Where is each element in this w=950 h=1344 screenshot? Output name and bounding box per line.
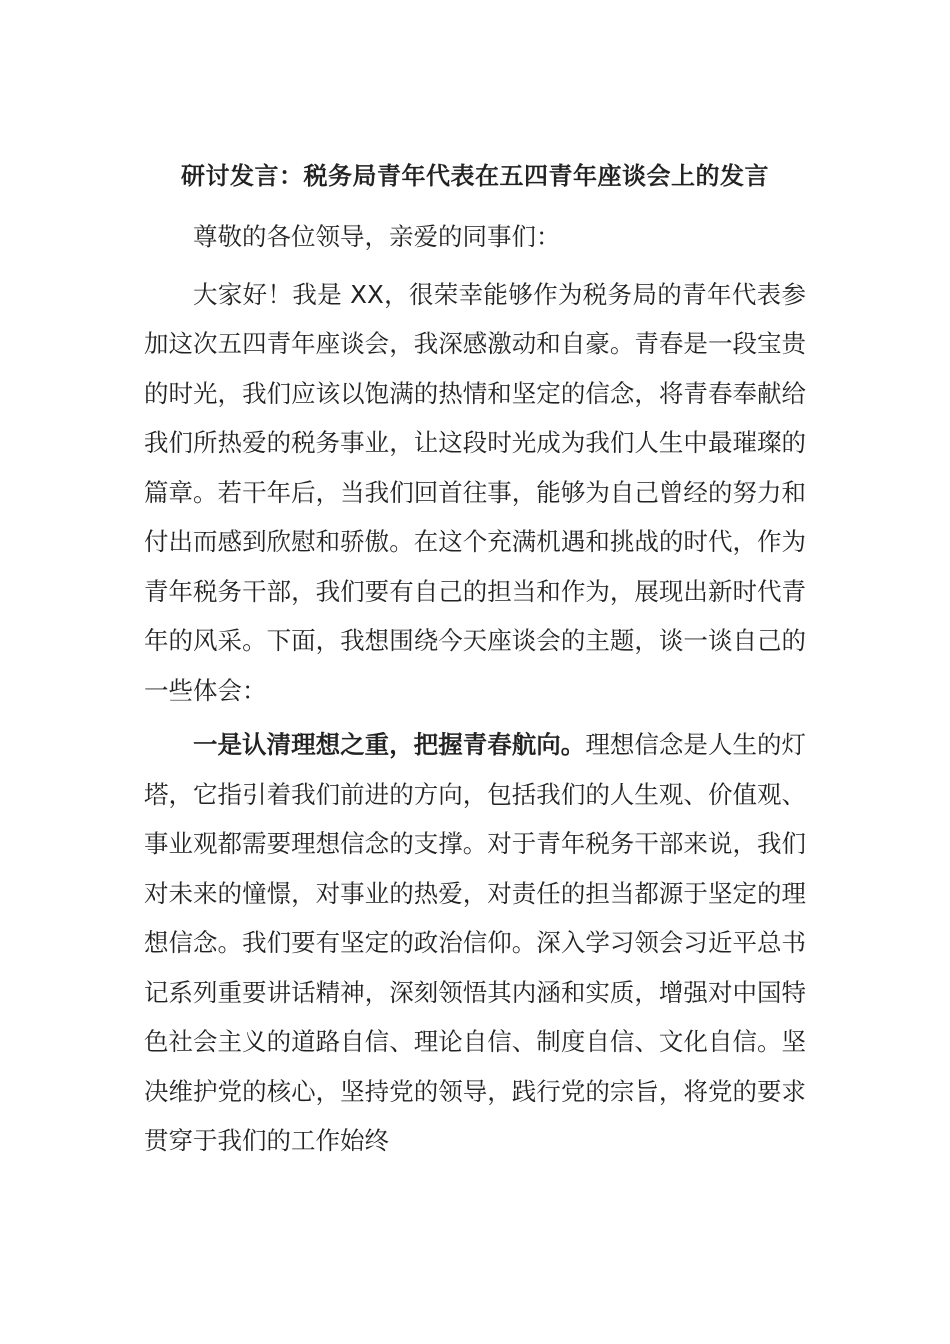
paragraph-intro: [144, 270, 806, 716]
paragraph-text: 大家好！我是 XX，很荣幸能够作为税务局的青年代表参加这次五四青年座谈会，我深感激动和自豪。青春是一段宝贵的时光，我们应该以饱满的热情和坚定的信念，将青春奉献给我们所热爱的税务事业，让这段时光成为我们人生中最璀璨的篇章。若干年后，当我们回首往事，能够为自己曾经的努力和付出而感到欣慰和骄傲。在这个充满机遇和挑战的时代，作为青年税务干部，我们要有自己的担当和作为，展现出新时代青年的风采。下面，我想围绕今天座谈会的主题，谈一谈自己的一些体会：: [144, 279, 806, 705]
paragraph-point-one: [144, 720, 806, 1166]
paragraph-text: 理想信念是人生的灯塔，它指引着我们前进的方向，包括我们的人生观、价值观、事业观都需要理想信念的支撑。对于青年税务干部来说，我们对未来的憧憬，对事业的热爱，对责任的担当都源于坚定的理想信念。我们要有坚定的政治信仰。深入学习领会习近平总书记系列重要讲话精神，深刻领悟其内涵和实质，增强对中国特色社会主义的道路自信、理论自信、制度自信、文化自信。坚决维护党的核心，坚持党的领导，践行党的宗旨，将党的要求贯穿于我们的工作始终: [144, 730, 807, 1155]
salutation: 尊敬的各位领导，亲爱的同事们：: [193, 222, 561, 251]
document-title: 研讨发言：税务局青年代表在五四青年座谈会上的发言: [181, 162, 769, 190]
document-body: [144, 212, 806, 1171]
paragraph-lead-heading: 一是认清理想之重，把握青春航向。: [193, 730, 586, 759]
